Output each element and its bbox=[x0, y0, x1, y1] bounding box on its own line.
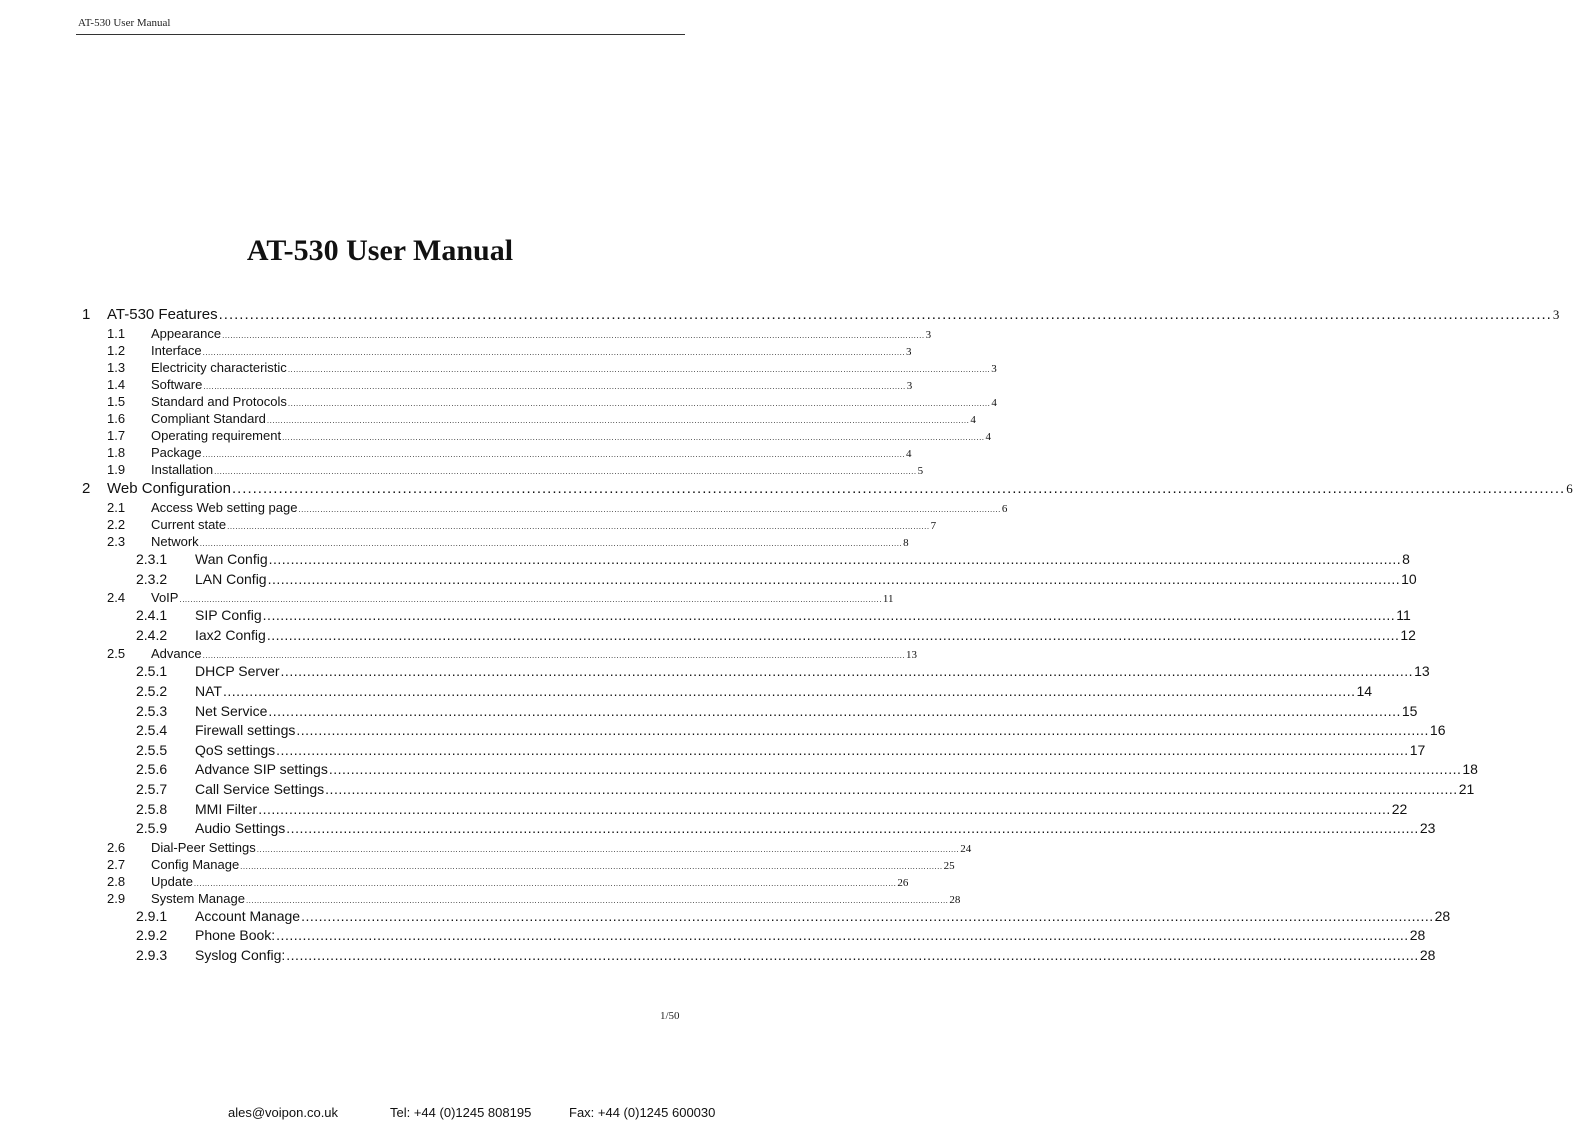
toc-entry-number: 1.3 bbox=[107, 360, 126, 375]
toc-entry-2-7[interactable] bbox=[82, 856, 955, 873]
toc-entry-page: 16 bbox=[1429, 722, 1446, 739]
toc-entry-label: Dial-Peer Settings bbox=[151, 839, 256, 855]
toc-entry-page: 11 bbox=[882, 593, 894, 606]
toc-dot-leader: .................................................................................................................................................................................................................................................................. bbox=[280, 663, 1414, 680]
toc-entry-2-5-2[interactable] bbox=[82, 682, 1373, 702]
running-header: AT-530 User Manual bbox=[78, 17, 171, 29]
toc-entry-page: 13 bbox=[906, 649, 918, 662]
toc-dot-leader: .................................................................................................................................................................................................................................................................. bbox=[256, 844, 960, 854]
toc-entry-1-8[interactable] bbox=[82, 444, 912, 461]
table-of-contents bbox=[82, 304, 1573, 966]
toc-entry-number: 2.9 bbox=[107, 890, 126, 906]
toc-entry-label: Iax2 Config bbox=[195, 626, 266, 643]
toc-entry-page: 28 bbox=[1409, 927, 1426, 944]
toc-entry-label: MMI Filter bbox=[195, 800, 258, 817]
toc-dot-leader: .................................................................................................................................................................................................................................................................. bbox=[199, 539, 903, 548]
toc-entry-label: Network bbox=[151, 534, 199, 549]
toc-entry-label: DHCP Server bbox=[195, 663, 280, 680]
toc-entry-page: 10 bbox=[1401, 570, 1417, 587]
toc-entry-1-3[interactable] bbox=[82, 359, 997, 376]
toc-entry-label: System Manage bbox=[151, 890, 245, 906]
toc-entry-page: 28 bbox=[1419, 946, 1436, 963]
toc-entry-page: 12 bbox=[1400, 626, 1416, 643]
toc-dot-leader: .................................................................................................................................................................................................................................................................. bbox=[328, 761, 1462, 778]
toc-entry-label: Firewall settings bbox=[195, 722, 296, 739]
toc-entry-number: 1.2 bbox=[107, 343, 126, 358]
toc-entry-label: Software bbox=[151, 377, 203, 392]
toc-entry-number: 2.5.2 bbox=[136, 682, 168, 699]
toc-entry-2-5[interactable] bbox=[82, 645, 918, 662]
toc-entry-number: 2.5.4 bbox=[136, 722, 168, 739]
toc-dot-leader: .................................................................................................................................................................................................................................................................. bbox=[193, 878, 897, 888]
toc-entry-2-5-9[interactable] bbox=[82, 819, 1436, 839]
toc-entry-number: 2.6 bbox=[107, 839, 126, 855]
toc-entry-2-4[interactable] bbox=[82, 589, 894, 606]
page-number: 1/50 bbox=[660, 1010, 680, 1022]
toc-entry-label: AT-530 Features bbox=[107, 306, 218, 323]
toc-entry-number: 2.5 bbox=[107, 646, 126, 662]
toc-entry-page: 8 bbox=[903, 537, 909, 549]
toc-entry-number: 1.6 bbox=[107, 411, 126, 426]
toc-entry-label: Compliant Standard bbox=[151, 411, 266, 426]
toc-entry-number: 2.4 bbox=[107, 590, 126, 606]
toc-dot-leader: .................................................................................................................................................................................................................................................................. bbox=[227, 522, 930, 531]
toc-entry-label: Access Web setting page bbox=[151, 500, 298, 515]
toc-dot-leader: .................................................................................................................................................................................................................................................................. bbox=[296, 722, 1429, 739]
toc-entry-number: 2.4.2 bbox=[136, 626, 168, 643]
toc-entry-number: 2 bbox=[82, 480, 91, 497]
toc-dot-leader: .................................................................................................................................................................................................................................................................. bbox=[268, 551, 1402, 567]
toc-entry-2-9-1[interactable] bbox=[82, 907, 1451, 927]
toc-entry-page: 23 bbox=[1419, 820, 1436, 837]
toc-entry-2-2[interactable] bbox=[82, 516, 937, 533]
toc-entry-label: Appearance bbox=[151, 326, 222, 341]
toc-entry-page: 24 bbox=[960, 842, 972, 855]
toc-entry-label: QoS settings bbox=[195, 741, 276, 758]
toc-entry-number: 2.5.1 bbox=[136, 663, 168, 680]
toc-entry-1[interactable] bbox=[82, 304, 1560, 325]
toc-dot-leader: .................................................................................................................................................................................................................................................................. bbox=[214, 467, 917, 476]
toc-entry-2-5-3[interactable] bbox=[82, 702, 1418, 722]
toc-entry-page: 14 bbox=[1356, 682, 1373, 699]
toc-entry-page: 15 bbox=[1401, 702, 1418, 719]
toc-dot-leader: .................................................................................................................................................................................................................................................................. bbox=[287, 399, 991, 408]
toc-entry-number: 2.2 bbox=[107, 517, 126, 532]
toc-entry-label: Wan Config bbox=[195, 551, 268, 567]
toc-entry-1-9[interactable] bbox=[82, 461, 924, 478]
toc-dot-leader: .................................................................................................................................................................................................................................................................. bbox=[222, 682, 1356, 699]
footer-email[interactable]: ales@voipon.co.uk bbox=[228, 1105, 339, 1120]
toc-entry-label: Current state bbox=[151, 517, 227, 532]
toc-entry-page: 28 bbox=[949, 893, 961, 906]
toc-dot-leader: .................................................................................................................................................................................................................................................................. bbox=[267, 570, 1401, 587]
toc-entry-2-9[interactable] bbox=[82, 890, 961, 907]
toc-entry-label: Electricity characteristic bbox=[151, 360, 287, 375]
toc-entry-page: 4 bbox=[970, 414, 976, 426]
toc-entry-number: 1.1 bbox=[107, 326, 126, 341]
toc-entry-label: Syslog Config: bbox=[195, 946, 286, 963]
toc-dot-leader: .................................................................................................................................................................................................................................................................. bbox=[222, 331, 925, 340]
toc-entry-2-4-2[interactable] bbox=[82, 626, 1416, 646]
toc-entry-2-4-1[interactable] bbox=[82, 606, 1411, 626]
toc-entry-page: 6 bbox=[1001, 503, 1008, 515]
toc-entry-page: 4 bbox=[906, 448, 912, 460]
toc-entry-label: Call Service Settings bbox=[195, 780, 325, 797]
toc-entry-2[interactable] bbox=[82, 478, 1573, 499]
toc-entry-label: Net Service bbox=[195, 702, 268, 719]
toc-entry-page: 3 bbox=[906, 346, 912, 358]
toc-dot-leader: .................................................................................................................................................................................................................................................................. bbox=[179, 595, 882, 605]
toc-entry-label: Interface bbox=[151, 343, 202, 358]
toc-entry-page: 25 bbox=[943, 859, 955, 872]
toc-entry-label: LAN Config bbox=[195, 570, 267, 587]
toc-dot-leader: .................................................................................................................................................................................................................................................................. bbox=[245, 895, 949, 905]
toc-entry-2-6[interactable] bbox=[82, 839, 972, 856]
footer-fax: Fax: +44 (0)1245 600030 bbox=[569, 1105, 716, 1120]
toc-dot-leader: .................................................................................................................................................................................................................................................................. bbox=[262, 607, 1396, 624]
toc-entry-label: Advance bbox=[151, 646, 202, 662]
toc-entry-2-9-3[interactable] bbox=[82, 946, 1436, 966]
toc-entry-number: 2.4.1 bbox=[136, 607, 168, 624]
toc-entry-label: Config Manage bbox=[151, 856, 240, 872]
toc-entry-1-1[interactable] bbox=[82, 325, 932, 342]
toc-entry-2-1[interactable] bbox=[82, 499, 1008, 516]
toc-entry-page: 5 bbox=[917, 465, 924, 477]
toc-dot-leader: .................................................................................................................................................................................................................................................................. bbox=[268, 702, 1401, 719]
toc-entry-label: SIP Config bbox=[195, 607, 262, 624]
toc-entry-2-5-5[interactable] bbox=[82, 741, 1426, 761]
toc-dot-leader: .................................................................................................................................................................................................................................................................. bbox=[266, 626, 1400, 643]
toc-entry-page: 3 bbox=[906, 380, 913, 392]
toc-entry-number: 1.7 bbox=[107, 428, 126, 443]
toc-entry-number: 1 bbox=[82, 306, 91, 323]
toc-dot-leader: .................................................................................................................................................................................................................................................................. bbox=[231, 480, 1566, 497]
toc-entry-page: 13 bbox=[1414, 663, 1430, 680]
toc-entry-label: VoIP bbox=[151, 590, 179, 606]
toc-dot-leader: .................................................................................................................................................................................................................................................................. bbox=[218, 306, 1552, 323]
toc-entry-page: 7 bbox=[930, 520, 937, 532]
toc-dot-leader: .................................................................................................................................................................................................................................................................. bbox=[240, 861, 943, 871]
toc-entry-number: 2.5.5 bbox=[136, 741, 168, 758]
toc-entry-number: 2.1 bbox=[107, 500, 126, 515]
toc-entry-number: 1.9 bbox=[107, 462, 126, 477]
toc-dot-leader: .................................................................................................................................................................................................................................................................. bbox=[202, 651, 906, 661]
toc-entry-2-5-6[interactable] bbox=[82, 760, 1478, 780]
toc-dot-leader: .................................................................................................................................................................................................................................................................. bbox=[276, 741, 1409, 758]
toc-dot-leader: .................................................................................................................................................................................................................................................................. bbox=[286, 946, 1419, 963]
toc-entry-number: 2.9.1 bbox=[136, 907, 168, 924]
toc-entry-label: NAT bbox=[195, 682, 222, 699]
toc-entry-2-9-2[interactable] bbox=[82, 926, 1426, 946]
toc-entry-number: 1.5 bbox=[107, 394, 126, 409]
toc-entry-1-2[interactable] bbox=[82, 342, 912, 359]
toc-entry-number: 2.3.2 bbox=[136, 570, 168, 587]
toc-entry-page: 3 bbox=[1552, 307, 1560, 322]
toc-entry-number: 2.7 bbox=[107, 856, 126, 872]
toc-dot-leader: .................................................................................................................................................................................................................................................................. bbox=[203, 382, 906, 391]
toc-dot-leader: .................................................................................................................................................................................................................................................................. bbox=[298, 505, 1001, 514]
toc-entry-number: 2.5.8 bbox=[136, 800, 168, 817]
toc-entry-number: 2.9.3 bbox=[136, 946, 168, 963]
toc-entry-number: 2.5.7 bbox=[136, 780, 168, 797]
toc-entry-label: Update bbox=[151, 873, 193, 889]
toc-entry-page: 11 bbox=[1396, 607, 1411, 624]
toc-entry-2-5-7[interactable] bbox=[82, 780, 1475, 800]
toc-entry-page: 17 bbox=[1409, 741, 1426, 758]
toc-entry-page: 6 bbox=[1566, 481, 1573, 496]
toc-entry-page: 22 bbox=[1391, 800, 1408, 817]
toc-entry-page: 4 bbox=[985, 431, 992, 443]
toc-entry-2-8[interactable] bbox=[82, 873, 909, 890]
toc-entry-2-5-8[interactable] bbox=[82, 800, 1408, 820]
toc-entry-page: 3 bbox=[925, 329, 932, 341]
toc-entry-label: Phone Book: bbox=[195, 927, 276, 944]
toc-entry-page: 4 bbox=[991, 397, 997, 409]
toc-dot-leader: .................................................................................................................................................................................................................................................................. bbox=[325, 780, 1458, 797]
toc-dot-leader: .................................................................................................................................................................................................................................................................. bbox=[286, 820, 1419, 837]
toc-entry-1-7[interactable] bbox=[82, 427, 992, 444]
toc-dot-leader: .................................................................................................................................................................................................................................................................. bbox=[282, 433, 985, 442]
toc-dot-leader: .................................................................................................................................................................................................................................................................. bbox=[258, 800, 1391, 817]
toc-entry-number: 2.5.6 bbox=[136, 761, 168, 778]
toc-entry-label: Installation bbox=[151, 462, 214, 477]
toc-entry-label: Web Configuration bbox=[107, 480, 231, 497]
toc-entry-number: 1.8 bbox=[107, 445, 126, 460]
footer-tel: Tel: +44 (0)1245 808195 bbox=[390, 1105, 532, 1120]
toc-entry-page: 28 bbox=[1434, 907, 1451, 924]
toc-entry-label: Account Manage bbox=[195, 907, 301, 924]
toc-entry-page: 18 bbox=[1462, 761, 1478, 778]
toc-entry-label: Audio Settings bbox=[195, 820, 286, 837]
toc-entry-label: Operating requirement bbox=[151, 428, 282, 443]
header-rule bbox=[76, 34, 685, 35]
toc-entry-1-6[interactable] bbox=[82, 410, 976, 427]
toc-entry-1-5[interactable] bbox=[82, 393, 997, 410]
toc-dot-leader: .................................................................................................................................................................................................................................................................. bbox=[202, 450, 906, 459]
toc-dot-leader: .................................................................................................................................................................................................................................................................. bbox=[301, 907, 1434, 924]
toc-entry-label: Package bbox=[151, 445, 202, 460]
toc-dot-leader: .................................................................................................................................................................................................................................................................. bbox=[287, 365, 991, 374]
toc-entry-number: 2.5.3 bbox=[136, 702, 168, 719]
toc-entry-number: 1.4 bbox=[107, 377, 126, 392]
toc-entry-number: 2.8 bbox=[107, 873, 126, 889]
toc-entry-2-3-2[interactable] bbox=[82, 570, 1417, 590]
toc-dot-leader: .................................................................................................................................................................................................................................................................. bbox=[202, 348, 906, 357]
toc-entry-label: Standard and Protocols bbox=[151, 394, 287, 409]
toc-entry-1-4[interactable] bbox=[82, 376, 913, 393]
toc-entry-2-3-1[interactable] bbox=[82, 550, 1410, 570]
toc-entry-label: Advance SIP settings bbox=[195, 761, 328, 778]
toc-dot-leader: .................................................................................................................................................................................................................................................................. bbox=[266, 416, 970, 425]
toc-entry-page: 8 bbox=[1402, 551, 1410, 567]
document-title: AT-530 User Manual bbox=[246, 234, 514, 267]
toc-entry-page: 21 bbox=[1458, 780, 1475, 797]
toc-entry-2-5-1[interactable] bbox=[82, 662, 1430, 682]
toc-dot-leader: .................................................................................................................................................................................................................................................................. bbox=[276, 927, 1409, 944]
toc-entry-number: 2.3.1 bbox=[136, 551, 168, 567]
toc-entry-2-3[interactable] bbox=[82, 533, 909, 550]
toc-entry-number: 2.5.9 bbox=[136, 820, 168, 837]
toc-entry-2-5-4[interactable] bbox=[82, 721, 1446, 741]
toc-entry-number: 2.9.2 bbox=[136, 927, 168, 944]
toc-entry-number: 2.3 bbox=[107, 534, 126, 549]
toc-entry-page: 3 bbox=[991, 363, 997, 375]
toc-entry-page: 26 bbox=[897, 876, 909, 889]
